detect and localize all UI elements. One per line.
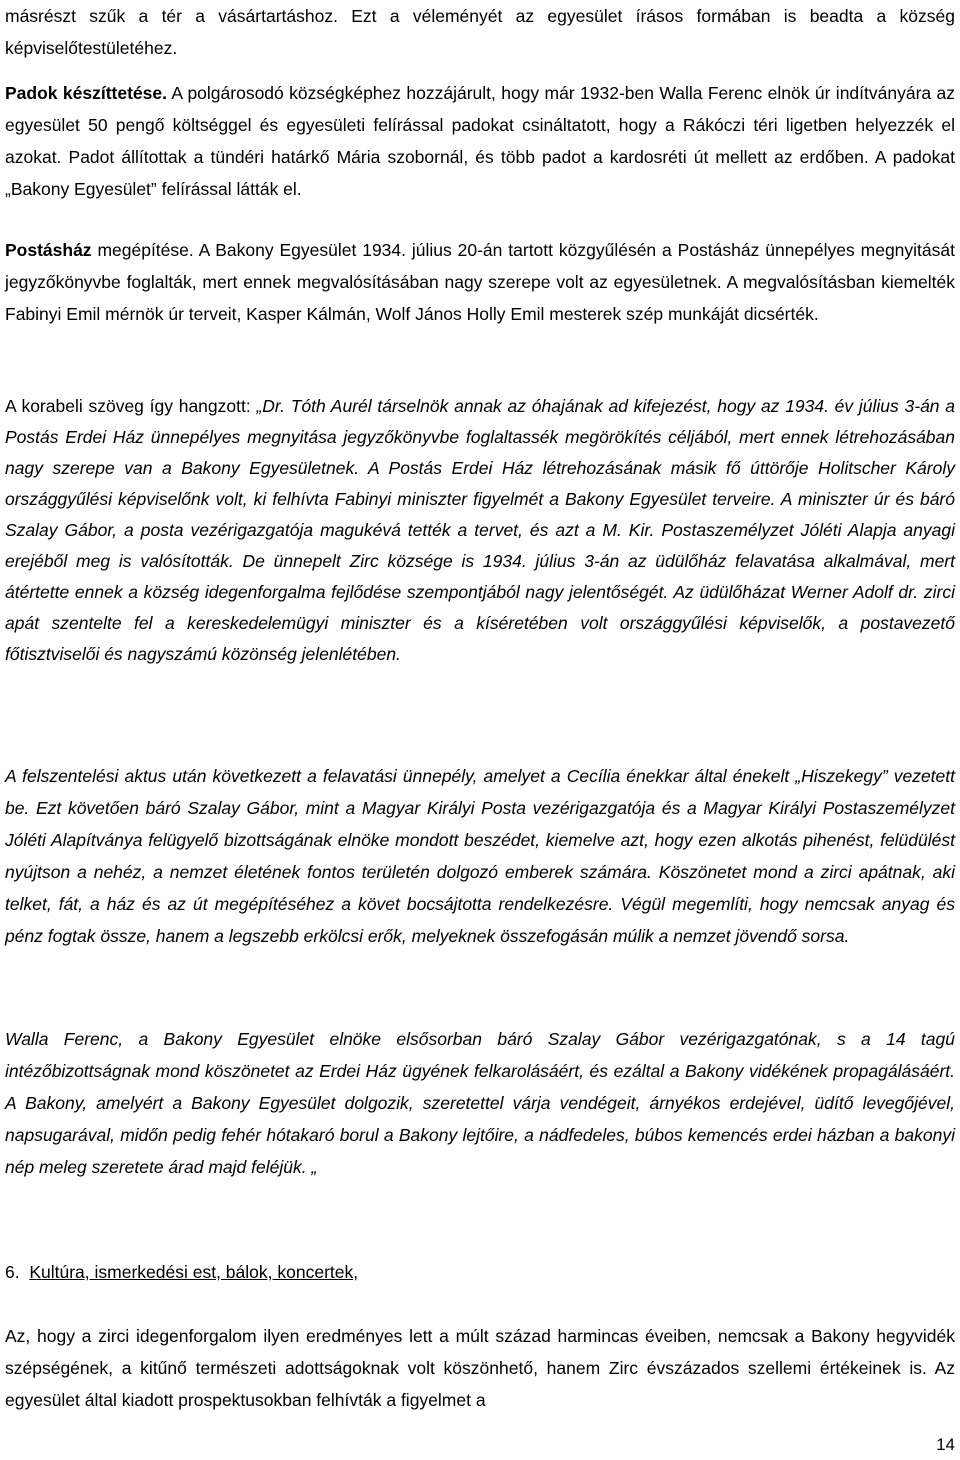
section-title: Kultúra, ismerkedési est, bálok, koncertek, bbox=[29, 1262, 359, 1282]
walla-thanks-text: Walla Ferenc, a Bakony Egyesület elnöke elsősorban báró Szalay Gábor vezérigazgatónak, s a 14 tagú intézőbizottságnak mond köszönetet az Erdei Ház ügyének felkarolásáért, és ezáltal a Bakony vidékének propagálásáért. A Bakony, amelyért a Bakony Egyesület dolgozik, szeretettel várja vendégeit, árnyékos erdejével, üdítő levegőjével, napsugarával, midőn pedig fehér hótakaró borul a Bakony lejtőire, a nádfedeles, búbos kemencés erdei házban a bakonyi nép meleg szeretete árad majd feléjük. „ bbox=[5, 1029, 955, 1177]
paragraph-benches bbox=[5, 77, 955, 205]
inauguration-text: A felszentelési aktus után következett a felavatási ünnepély, amelyet a Cecília énekkar által énekelt „Hiszekegy” vezetett be. Ezt követően báró Szalay Gábor, mint a Magyar Királyi Posta vezérigazgatója és a Magyar Királyi Postaszemélyzet Jóléti Alapítványa felügyelő bizottságának elnöke mondott beszédet, kiemelve azt, hogy ezen alkotás pihenést, felüdülést nyújtson a nehéz, a nemzet életének fontos területén dolgozó emberek számára. Köszönetet mond a zirci apátnak, aki telket, fát, a ház és az út megépítéséhez a követ bocsájtotta rendelkezésre. Végül megemlíti, hogy nemcsak anyag és pénz fogtak össze, hanem a legszebb erkölcsi erők, melyeknek összefogásán múlik a nemzet jövendő sorsa. bbox=[5, 766, 955, 946]
quote-intro: A korabeli szöveg így hangzott: bbox=[5, 396, 257, 416]
postal-house-heading: Postásház bbox=[5, 240, 92, 260]
benches-heading: Padok készíttetése. bbox=[5, 83, 167, 103]
quote-text: „Dr. Tóth Aurél társelnök annak az óhajának ad kifejezést, hogy az 1934. év július 3-án a Postás Erdei Ház ünnepélyes megnyitása jegyzőkönyvbe foglaltassék megörökítés céljából, mert ennek létrehozásában nagy szerepe van a Bakony Egyesületnek. A Postás Erdei Ház létrehozásának másik fő úttörője Holitscher Károly országgyűlési képviselőnk volt, ki felhívta Fabinyi miniszter figyelmét a Bakony Egyesület terveire. A miniszter úr és báró Szalay Gábor, a posta vezérigazgatója magukévá tették a tervet, és azt a M. Kir. Postaszemélyzet Jóléti Alapja anyagi erejéből meg is valósították. De ünnepelt Zirc községe is 1934. július 3-án az üdülőház felavatása alkalmával, mert átértette ennek a község idegenforgalma fejlődése szempontjából nagy jelentőségét. Az üdülőházat Werner Adolf dr. zirci apát szentelte fel a kereskedelemügyi miniszter és a kíséretében volt országgyűlési képviselők, a postavezető főtisztviselői és nagyszámú közönség jelenlétében. bbox=[5, 396, 956, 664]
section-number: 6. bbox=[5, 1262, 20, 1282]
benches-text: A polgárosodó községképhez hozzájárult, hogy már 1932-ben Walla Ferenc elnök úr indítványára az egyesület 50 pengő költséggel és egyesületi felírással padokat csináltatott, hogy a Rákóczi téri ligetben helyezzék el azokat. Padot állítottak a tündéri határkő Mária szobornál, és több padot a kardosréti út mellett az erdőben. A padokat „Bakony Egyesület” felírással látták el. bbox=[5, 83, 955, 199]
page-number: 14 bbox=[936, 1435, 955, 1454]
postal-house-text: megépítése. A Bakony Egyesület 1934. július 20-án tartott közgyűlésén a Postásház ünnepélyes megnyitását jegyzőkönyvbe foglalták, mert ennek megvalósításában nagy szerepe volt az egyesületnek. A megvalósításban kiemelték Fabinyi Emil mérnök úr terveit, Kasper Kálmán, Wolf János Holly Emil mesterek szép munkáját dicsérték. bbox=[5, 240, 955, 324]
paragraph-postal-house bbox=[5, 234, 955, 330]
paragraph-market bbox=[5, 0, 955, 64]
paragraph-walla-thanks bbox=[5, 1023, 955, 1183]
tourism-text: Az, hogy a zirci idegenforgalom ilyen eredményes lett a múlt század harmincas éveiben, nemcsak a Bakony hegyvidék szépségének, a kitűnő természeti adottságoknak volt köszönhető, hanem Zirc évszázados szellemi értékeinek is. Az egyesület által kiadott prospektusokban felhívták a figyelmet a bbox=[5, 1326, 955, 1410]
section-heading bbox=[5, 1256, 358, 1288]
paragraph-market-text: másrészt szűk a tér a vásártartáshoz. Ezt a véleményét az egyesület írásos formában is beadta a község képviselőtestületéhez. bbox=[5, 6, 955, 58]
paragraph-tourism bbox=[5, 1320, 955, 1416]
paragraph-historical-quote bbox=[5, 391, 955, 670]
paragraph-inauguration bbox=[5, 760, 955, 952]
